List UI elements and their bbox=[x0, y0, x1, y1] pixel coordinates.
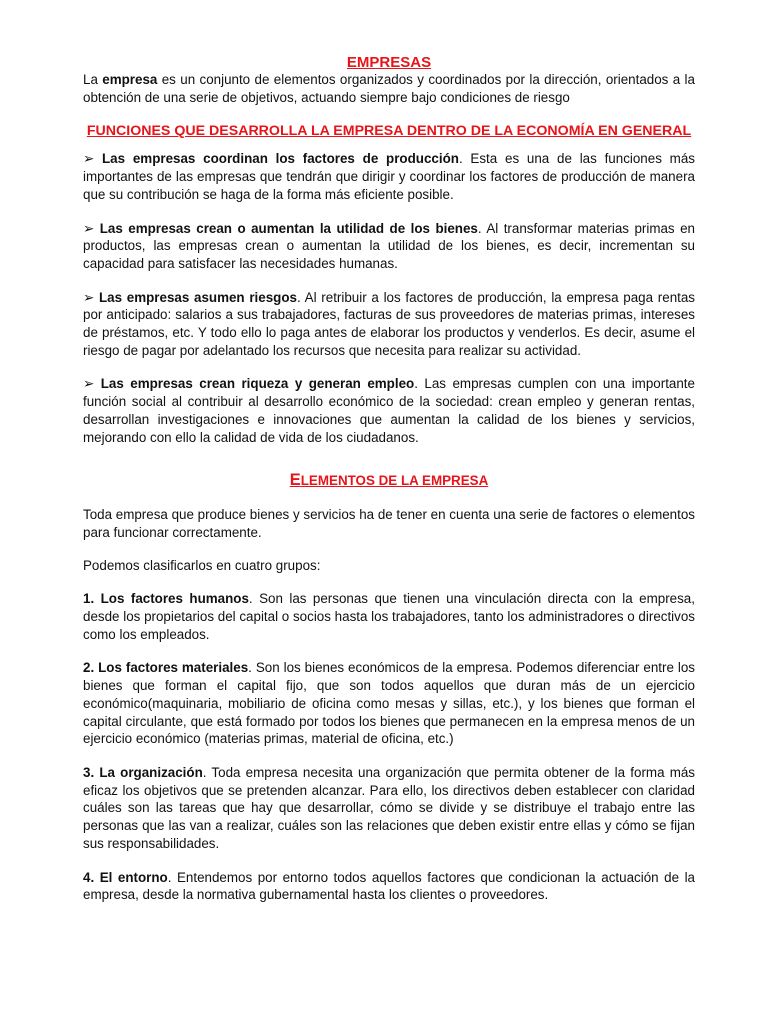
elementos-heading bbox=[83, 470, 695, 491]
page-title: EMPRESAS bbox=[346, 54, 432, 71]
elemento-item-bold: 3. La organización bbox=[83, 764, 203, 780]
elemento-item-bold: 1. Los factores humanos bbox=[83, 591, 249, 607]
funciones-heading: FUNCIONES QUE DESARROLLA LA EMPRESA DENTRO DE LA ECONOMÍA EN GENERAL bbox=[86, 123, 692, 140]
elemento-item-4 bbox=[83, 869, 695, 904]
elementos-heading-rest: LEMENTOS DE LA EMPRESA bbox=[300, 473, 489, 489]
elementos-intro: Toda empresa que produce bienes y servicios ha de tener en cuenta una serie de factores o elementos para funcionar correctamente. bbox=[83, 507, 695, 540]
funcion-item-bold: Las empresas asumen riesgos bbox=[98, 289, 297, 305]
elementos-groups-lead: Podemos clasificarlos en cuatro grupos: bbox=[83, 557, 321, 573]
funcion-item-1 bbox=[83, 150, 695, 203]
elemento-item-text: . Son los bienes económicos de la empresa. Podemos diferenciar entre los bienes que forman el capital fijo, que son todos aquellos que duran más de un ejercicio económico(maquinaria, mobiliario de oficina como mesas y sillas, etc.), y los bienes que forman el capital circulante, que está formado por todos los bienes que permanecen en la empresa menos de un ejercicio económico (materias primas, material de oficina, etc.) bbox=[83, 660, 695, 747]
elemento-item-bold: 4. El entorno bbox=[83, 869, 168, 885]
elemento-item-text: . Son las personas que tienen una vinculación directa con la empresa, desde los propietarios del capital o socios hasta los trabajadores, tanto los administradores o directivos como los empleados. bbox=[83, 591, 695, 642]
elemento-item-2 bbox=[83, 659, 695, 748]
funcion-item-text: . Las empresas cumplen con una importante función social al contribuir al desarrollo económico de la sociedad: crean empleo y generan rentas, desarrollan investigaciones e innovaciones que aumentan la calidad de los bienes y servicios, mejorando con ello la calidad de vida de los ciudadanos. bbox=[83, 376, 695, 445]
funcion-item-4 bbox=[83, 375, 695, 446]
intro-bold-term: empresa bbox=[102, 72, 158, 87]
intro-paragraph bbox=[83, 71, 695, 106]
funcion-item-bold: Las empresas coordinan los factores de producción bbox=[102, 151, 459, 167]
elemento-item-text: . Toda empresa necesita una organización que permita obtener de la forma más eficaz los objetivos que se pretenden alcanzar. Para ello, los directivos deben establecer con claridad cuáles son las tareas que hay que desarrollar, cómo se divide y se distribuye el trabajo entre las personas que las van a realizar, cuáles son las relaciones que deben existir entre ellas y cómo se fijan sus responsabilidades. bbox=[83, 764, 696, 851]
bullet-arrow-icon: ➢ bbox=[83, 289, 99, 305]
elemento-item-bold: 2. Los factores materiales bbox=[83, 660, 249, 676]
funcion-item-bold: Las empresas crean riqueza y generan empleo bbox=[100, 376, 415, 392]
elemento-item-text: . Entendemos por entorno todos aquellos factores que condicionan la actuación de la empresa, desde la normativa gubernamental hasta los clientes o proveedores. bbox=[83, 869, 695, 903]
funcion-item-bold: Las empresas crean o aumentan la utilidad de los bienes bbox=[99, 220, 478, 236]
bullet-arrow-icon: ➢ bbox=[83, 220, 100, 236]
intro-prefix: La bbox=[83, 72, 103, 87]
bullet-arrow-icon: ➢ bbox=[83, 151, 102, 167]
intro-text: es un conjunto de elementos organizados y coordinados por la dirección, orientados a la obtención de una serie de objetivos, actuando siempre bajo condiciones de riesgo bbox=[83, 72, 695, 105]
funcion-item-2 bbox=[83, 220, 695, 273]
funcion-item-3 bbox=[83, 289, 695, 360]
elemento-item-1 bbox=[83, 590, 695, 643]
bullet-arrow-icon: ➢ bbox=[83, 376, 101, 392]
elemento-item-3 bbox=[83, 764, 695, 853]
elementos-heading-initial: E bbox=[289, 471, 301, 490]
funcion-item-text: . Al retribuir a los factores de producción, la empresa paga rentas por anticipado: salarios a sus trabajadores, facturas de sus proveedores de materias primas, intereses de préstamos, etc. Y todo ello lo paga antes de elaborar los productos y venderlos. Es decir, asume el riesgo de pagar por adelantado los recursos que necesita para realizar su actividad. bbox=[83, 289, 696, 358]
funcion-item-text: . Esta es una de las funciones más importantes de las empresas que tendrán que dirigir y coordinar los factores de producción de manera que su contribución se haga de la forma más eficiente posible. bbox=[83, 151, 695, 202]
funcion-item-text: . Al transformar materias primas en productos, las empresas crean o aumentan la utilidad de los bienes, es decir, incrementan su capacidad para satisfacer las necesidades humanas. bbox=[83, 220, 695, 271]
